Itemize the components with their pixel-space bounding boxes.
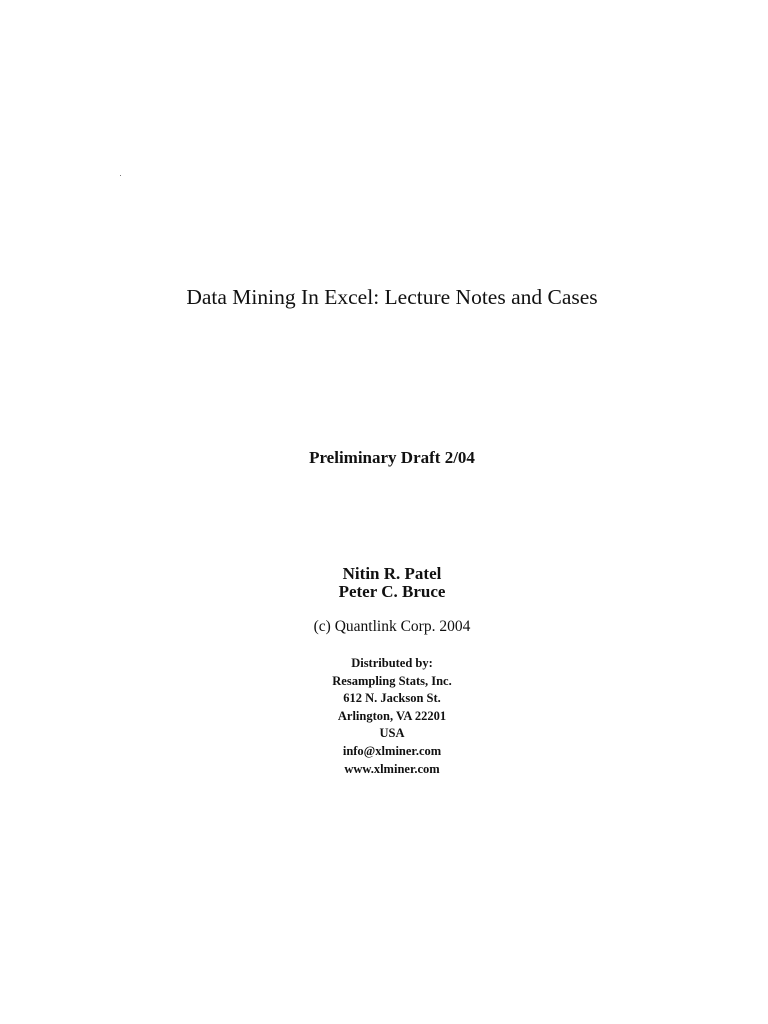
distributor-company: Resampling Stats, Inc.	[332, 673, 452, 688]
distributor-website: www.xlminer.com	[344, 761, 440, 776]
author-list	[0, 565, 768, 601]
distributor-street: 612 N. Jackson St.	[343, 691, 441, 706]
distributor-block	[0, 655, 768, 778]
distributor-email: info@xlminer.com	[342, 743, 442, 758]
draft-label: Preliminary Draft 2/04	[309, 448, 475, 467]
document-title: Data Mining In Excel: Lecture Notes and Cases	[186, 285, 598, 309]
author-name: Peter C. Bruce	[338, 582, 446, 601]
author-name: Nitin R. Patel	[342, 564, 442, 583]
distributor-city: Arlington, VA 22201	[337, 708, 447, 723]
distributor-heading: Distributed by:	[351, 656, 433, 670]
copyright-notice: (c) Quantlink Corp. 2004	[313, 618, 471, 635]
scan-speck	[120, 175, 121, 176]
distributor-country: USA	[379, 726, 405, 741]
